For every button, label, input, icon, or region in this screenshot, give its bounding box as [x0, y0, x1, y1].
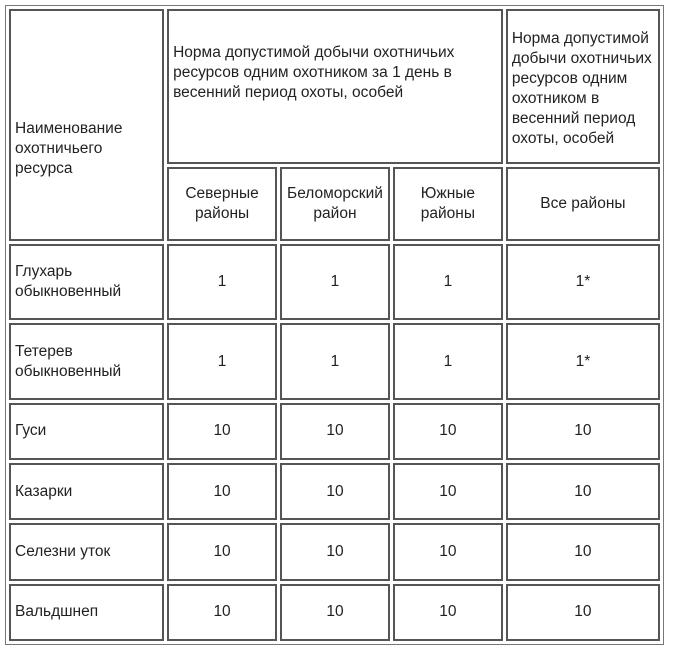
daily-norm-header: Норма допустимой добычи охотничьих ресурсов одним охотником за 1 день в весенний период охоты, особей [167, 9, 503, 164]
value-cell: 10 [280, 403, 390, 460]
region-north-header: Северные районы [167, 167, 277, 241]
value-cell: 10 [393, 403, 503, 460]
value-cell: 1 [280, 323, 390, 399]
value-cell: 10 [167, 403, 277, 460]
value-cell: 10 [393, 463, 503, 520]
table-row [9, 523, 660, 580]
resource-name-header: Наименование охотничьего ресурса [9, 9, 164, 241]
resource-name-cell: Тетерев обыкновенный [9, 323, 164, 399]
value-cell: 1 [393, 323, 503, 399]
value-cell: 10 [280, 523, 390, 580]
value-cell: 10 [506, 584, 660, 641]
value-cell: 10 [167, 463, 277, 520]
value-cell: 10 [167, 523, 277, 580]
table-row [9, 584, 660, 641]
value-cell: 10 [280, 463, 390, 520]
table-row [9, 244, 660, 320]
table-row [9, 403, 660, 460]
resource-name-cell: Гуси [9, 403, 164, 460]
value-cell: 10 [167, 584, 277, 641]
resource-name-cell: Глухарь обыкновенный [9, 244, 164, 320]
region-south-header: Южные районы [393, 167, 503, 241]
value-cell: 1 [280, 244, 390, 320]
resource-name-cell: Селезни уток [9, 523, 164, 580]
value-cell: 1 [167, 323, 277, 399]
value-cell: 1 [393, 244, 503, 320]
resource-name-cell: Казарки [9, 463, 164, 520]
table-row [9, 323, 660, 399]
region-belomorsky-header: Беломорский район [280, 167, 390, 241]
value-cell: 10 [506, 403, 660, 460]
value-cell: 10 [393, 584, 503, 641]
season-norm-header: Норма допустимой добычи охотничьих ресурсов одним охотником в весенний период охоты, особей [506, 9, 660, 164]
value-cell: 10 [506, 463, 660, 520]
value-cell: 10 [393, 523, 503, 580]
value-cell: 1 [167, 244, 277, 320]
header-row-1 [9, 9, 660, 164]
value-cell: 1* [506, 323, 660, 399]
region-all-header: Все районы [506, 167, 660, 241]
table-row [9, 463, 660, 520]
value-cell: 10 [280, 584, 390, 641]
hunting-quota-table [5, 5, 664, 645]
value-cell: 10 [506, 523, 660, 580]
value-cell: 1* [506, 244, 660, 320]
resource-name-cell: Вальдшнеп [9, 584, 164, 641]
